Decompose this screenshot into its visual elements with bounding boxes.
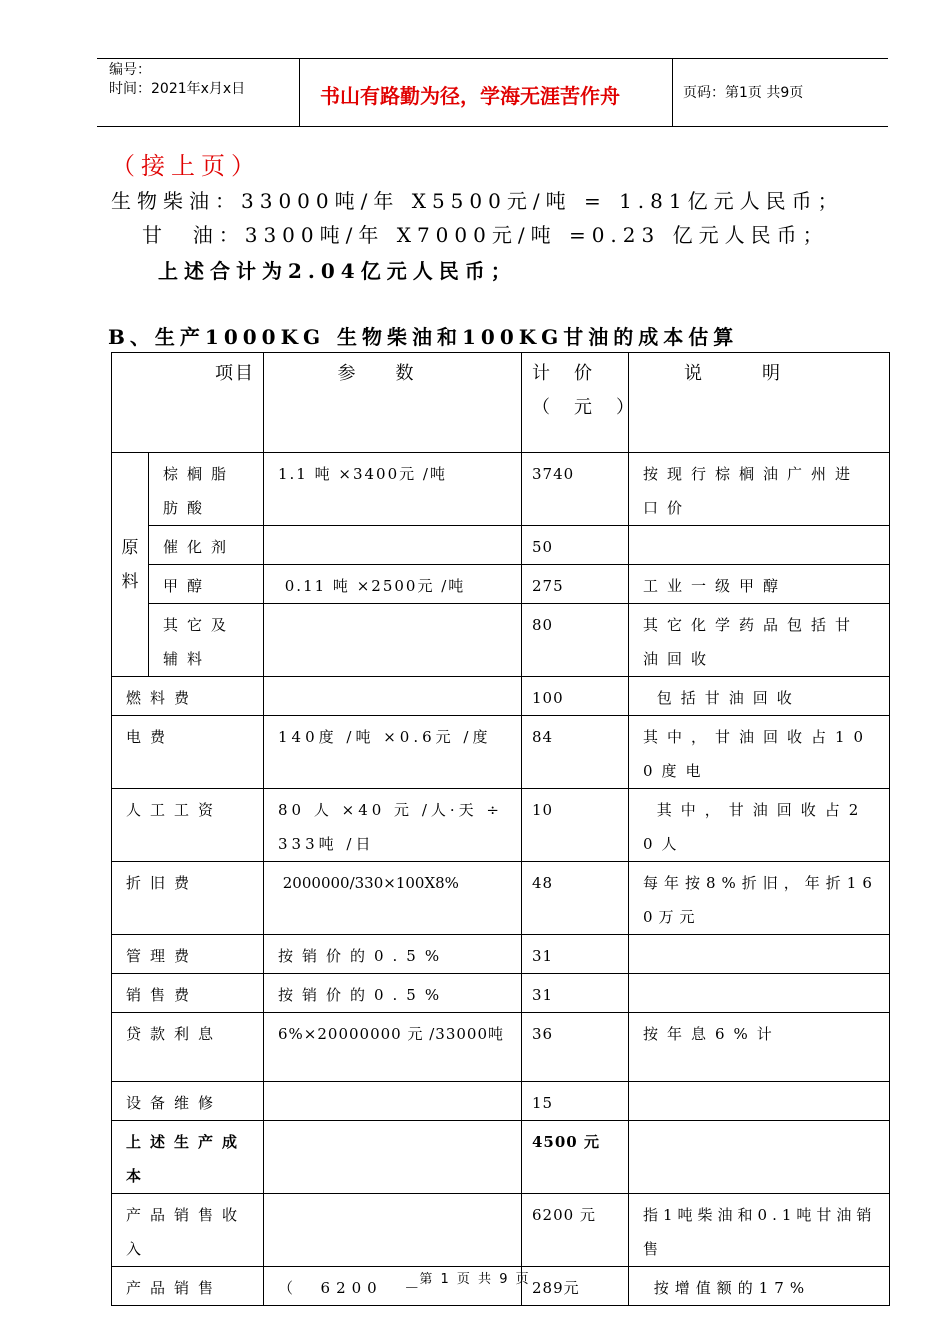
- row-note: 包括甘油回收: [629, 677, 890, 716]
- table-row: [112, 935, 890, 974]
- row-price: 275: [522, 565, 629, 604]
- row-item: 甲醇: [149, 565, 264, 604]
- table-header-row: [112, 353, 890, 453]
- row-price: 80: [522, 604, 629, 677]
- header-param: 参数: [264, 353, 522, 453]
- page-info: 页码：第1页 共9页: [683, 85, 804, 101]
- row-price: 10: [522, 789, 629, 862]
- row-param: [264, 1121, 522, 1194]
- row-item: 折旧费: [112, 862, 264, 935]
- header-divider-left: [299, 58, 300, 126]
- row-item: 燃料费: [112, 677, 264, 716]
- row-item: 设备维修: [112, 1082, 264, 1121]
- continued-label: （接上页）: [111, 152, 261, 180]
- row-note: [629, 974, 890, 1013]
- row-price: 31: [522, 974, 629, 1013]
- row-param: [264, 677, 522, 716]
- row-param: [264, 1194, 522, 1267]
- biodiesel-revenue-line: 生物柴油：33000吨/年 X5500元/吨 = 1.81亿元人民币；: [111, 189, 844, 213]
- header-note: 说明: [629, 353, 890, 453]
- table-row: [112, 1013, 890, 1082]
- row-item: 贷款利息: [112, 1013, 264, 1082]
- row-price: 48: [522, 862, 629, 935]
- row-note: 按增值额的17%: [629, 1267, 890, 1306]
- row-note: [629, 526, 890, 565]
- row-item: 产品销售: [112, 1267, 264, 1306]
- row-param: 80 人 ×40 元 /人·天 ÷333吨 /日: [264, 789, 522, 862]
- row-param: 140度 /吨 ×0.6元 /度: [264, 716, 522, 789]
- row-price: 31: [522, 935, 629, 974]
- row-note: 按现行棕榈油广州进口价: [629, 453, 890, 526]
- header-divider-right: [672, 58, 673, 126]
- raw-material-group-label: 原料: [112, 453, 149, 677]
- row-note: 其中，甘油回收占100度电: [629, 716, 890, 789]
- table-row: [112, 526, 890, 565]
- table-row: [112, 789, 890, 862]
- row-price: 289元: [522, 1267, 629, 1306]
- row-item: 催化剂: [149, 526, 264, 565]
- table-row: [112, 453, 890, 526]
- row-note: 每年按8%折旧，年折160万元: [629, 862, 890, 935]
- header-top-rule: [97, 58, 888, 59]
- table-row: [112, 716, 890, 789]
- row-price: 3740: [522, 453, 629, 526]
- row-item: 产品销售收入: [112, 1194, 264, 1267]
- row-param: 按销价的0.5%: [264, 974, 522, 1013]
- row-note: [629, 1082, 890, 1121]
- row-param: 0.11 吨 ×2500元 /吨: [264, 565, 522, 604]
- row-note: 其中，甘油回收占20人: [629, 789, 890, 862]
- row-note: 指1吨柴油和0.1吨甘油销售: [629, 1194, 890, 1267]
- row-price: 84: [522, 716, 629, 789]
- total-revenue-line: 上述合计为2.04亿元人民币；: [158, 259, 517, 283]
- header-slogan: 书山有路勤为径，学海无涯苦作舟: [320, 84, 620, 108]
- table-row: [112, 604, 890, 677]
- row-param: （ 6200 －: [264, 1267, 522, 1306]
- row-param: [264, 526, 522, 565]
- row-price: 100: [522, 677, 629, 716]
- header-price: 计价（元）: [522, 353, 629, 453]
- glycerin-revenue-line: 甘 油：3300吨/年 X7000元/吨 =0.23 亿元人民币；: [142, 223, 829, 247]
- row-item: 销售费: [112, 974, 264, 1013]
- row-note: 其它化学药品包括甘油回收: [629, 604, 890, 677]
- row-price: 4500 元: [522, 1121, 629, 1194]
- table-row-subtotal: [112, 1121, 890, 1194]
- row-price: 15: [522, 1082, 629, 1121]
- header-bottom-rule: [97, 126, 888, 127]
- row-item: 管理费: [112, 935, 264, 974]
- row-param: 2000000/330×100X8%: [264, 862, 522, 935]
- row-param: [264, 604, 522, 677]
- row-note: 工业一级甲醇: [629, 565, 890, 604]
- row-item: 上述生产成本: [112, 1121, 264, 1194]
- table-row: [112, 1194, 890, 1267]
- table-row: [112, 974, 890, 1013]
- section-title: B、生产1000KG 生物柴油和100KG甘油的成本估算: [108, 325, 739, 349]
- row-item: 人工工资: [112, 789, 264, 862]
- row-note: [629, 935, 890, 974]
- row-item: 其它及辅料: [149, 604, 264, 677]
- table-row: [112, 565, 890, 604]
- row-price: 50: [522, 526, 629, 565]
- row-param: [264, 1082, 522, 1121]
- row-note: 按年息6%计: [629, 1013, 890, 1082]
- header-item: 项目: [112, 353, 264, 453]
- row-param: 1.1 吨 ×3400元 /吨: [264, 453, 522, 526]
- row-param: 6%×20000000 元 /33000吨: [264, 1013, 522, 1082]
- table-row: [112, 1082, 890, 1121]
- document-time-label: 时间：2021年x月x日: [109, 81, 246, 97]
- document-number-label: 编号：: [109, 62, 151, 78]
- page-footer: 第 1 页 共 9 页: [419, 1272, 531, 1287]
- table-row: [112, 862, 890, 935]
- row-param: 按销价的0.5%: [264, 935, 522, 974]
- row-price: 36: [522, 1013, 629, 1082]
- table-row: [112, 677, 890, 716]
- cost-estimate-table: [111, 352, 890, 1306]
- row-price: 6200 元: [522, 1194, 629, 1267]
- row-item: 电费: [112, 716, 264, 789]
- row-note: [629, 1121, 890, 1194]
- row-item: 棕榈脂肪酸: [149, 453, 264, 526]
